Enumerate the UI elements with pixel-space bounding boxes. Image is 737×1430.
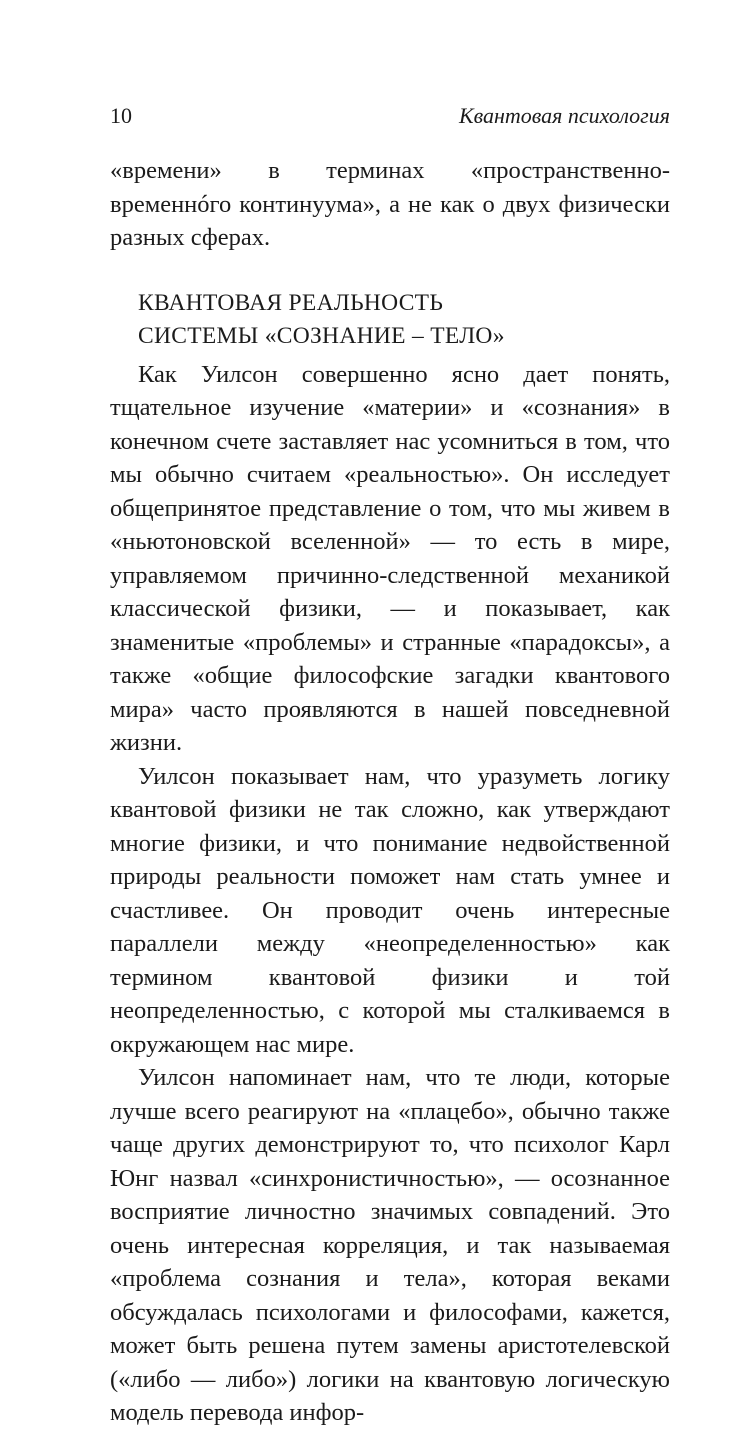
section-heading-line-1: КВАНТОВАЯ РЕАЛЬНОСТЬ [138, 289, 444, 316]
paragraph-2: Уилсон показывает нам, что уразуметь логику квантовой физики не так сложно, как утверждают многие физики, и что понимание недвойственной природы реальности поможет нам стать умнее и счастливее. Он проводит очень интересные параллели между «неопределенностью» как термином квантовой физики и той неопределенностью, с которой мы сталкиваемся в окружающем нас мире. [110, 762, 670, 1058]
section-heading-line-2: СИСТЕМЫ «СОЗНАНИЕ – ТЕЛО» [138, 323, 505, 349]
section-heading [138, 287, 670, 354]
page-number: 10 [110, 103, 132, 128]
body-text [110, 154, 670, 1430]
paragraph-1: Как Уилсон совершенно ясно дает понять, тщательное изучение «материи» и «сознания» в конечном счете заставляет нас усомниться в том, что мы обычно считаем «реальностью». Он исследует общепринятое представление о том, что мы живем в «ньютоновской вселенной» — то есть в мире, управляемом причинно-следственной механикой классической физики, — и показывает, как знаменитые «проблемы» и странные «парадоксы», а также «общие философские загадки квантового мира» часто проявляются в нашей повседневной жизни. [110, 360, 670, 756]
running-head [110, 96, 670, 136]
running-title: Квантовая психология [458, 103, 670, 128]
continuation-paragraph: «времени» в терминах «пространственно-временнóго континуума», а не как о двух физически разных сферах. [110, 157, 670, 251]
book-page [110, 96, 670, 1426]
paragraph-3: Уилсон напоминает нам, что те люди, которые лучше всего реагируют на «плацебо», обычно также чаще других демонстрируют то, что психолог Карл Юнг назвал «синхронистичностью», — осознанное восприятие личностно значимых совпадений. Это очень интересная корреляция, и так называемая «проблема сознания и тела», которая веками обсуждалась психологами и философами, кажется, может быть решена путем замены аристотелевской («либо — либо») логики на квантовую логическую модель перевода инфор- [110, 1064, 670, 1426]
